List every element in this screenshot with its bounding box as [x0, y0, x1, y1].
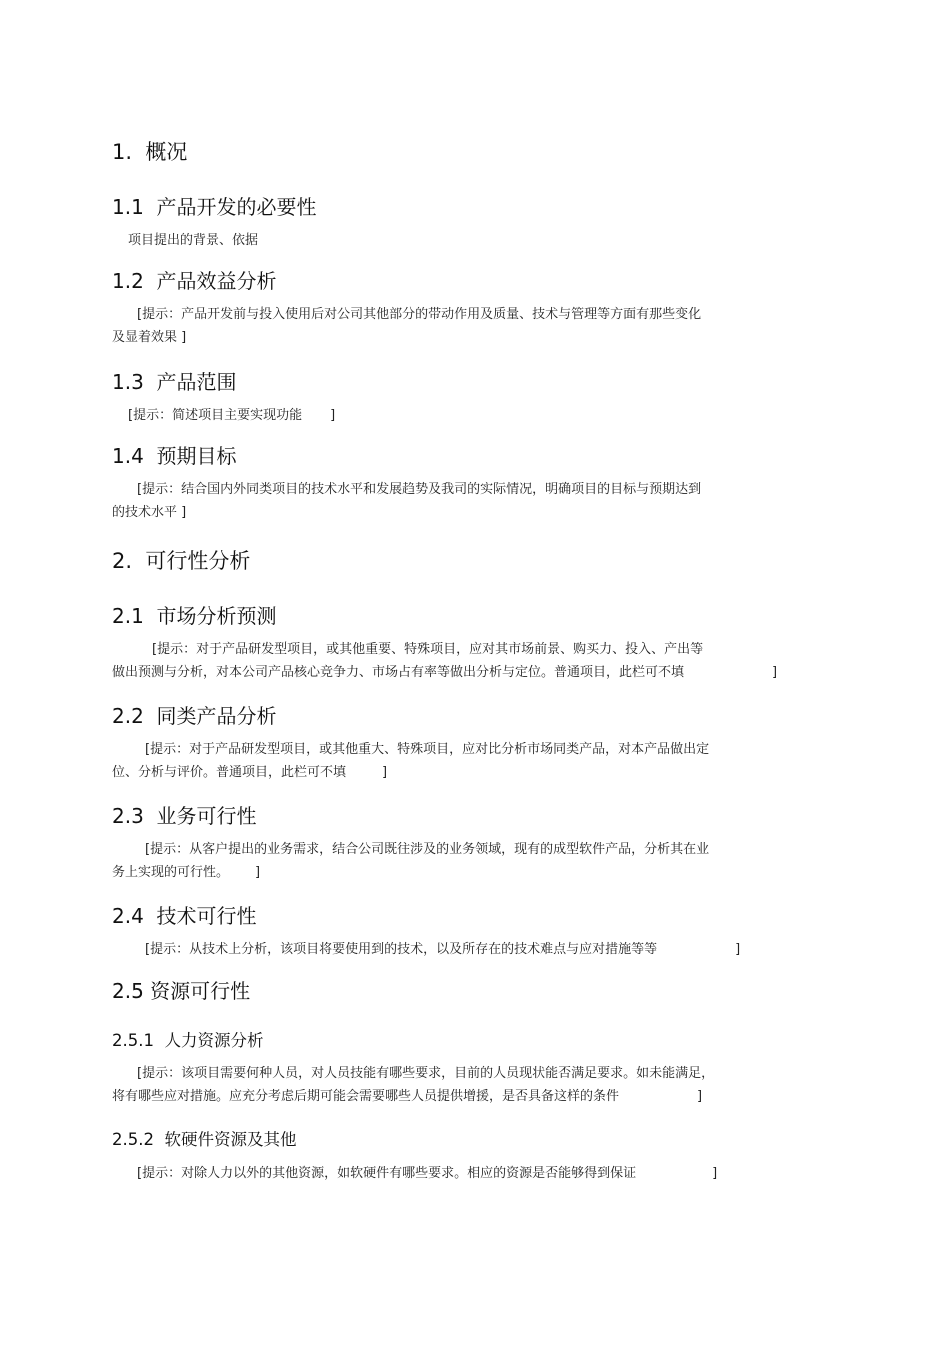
paragraph-line: [提示：该项目需要何种人员，对人员技能有哪些要求，目前的人员现状能否满足要求。如未能满足，: [137, 1066, 715, 1081]
paragraph-line: 项目提出的背景、依据: [128, 233, 259, 248]
heading-1: [112, 136, 187, 166]
paragraph-2-4: [145, 938, 740, 961]
paragraph-line: 做出预测与分析，对本公司产品核心竞争力、市场占有率等做出分析与定位。普通项目，此栏可不填: [112, 665, 685, 680]
paragraph-text: [提示：对除人力以外的其他资源，如软硬件有哪些要求。相应的资源是否能够得到保证: [137, 1166, 637, 1181]
closing-bracket: ]: [382, 765, 388, 780]
heading-1-1: [112, 191, 317, 220]
heading-number: 1.4: [112, 444, 144, 468]
heading-title: 资源可行性: [150, 979, 251, 1003]
heading-number: 2.4: [112, 904, 144, 928]
paragraph-text: [提示：简述项目主要实现功能: [128, 408, 303, 423]
heading-2-2: [112, 700, 277, 729]
paragraph-line: 的技术水平 ]: [112, 505, 187, 520]
heading-number: 2.5.2: [112, 1130, 154, 1149]
paragraph-line: 务上实现的可行性。: [112, 865, 230, 880]
closing-bracket: ]: [697, 1089, 703, 1104]
closing-bracket: ]: [712, 1166, 718, 1181]
paragraph-line: 将有哪些应对措施。应充分考虑后期可能会需要哪些人员提供增援，是否具备这样的条件: [112, 1089, 620, 1104]
heading-title: 同类产品分析: [156, 704, 277, 728]
heading-number: 1.3: [112, 370, 144, 394]
heading-2-5-2: [112, 1126, 296, 1150]
heading-title: 市场分析预测: [156, 604, 277, 628]
heading-2-3: [112, 800, 257, 829]
paragraph-1-1: [128, 229, 258, 252]
paragraph-2-5-1: [112, 1062, 714, 1108]
heading-title: 产品效益分析: [156, 269, 277, 293]
heading-2-5-1: [112, 1027, 263, 1051]
heading-1-3: [112, 366, 237, 395]
heading-title: 人力资源分析: [164, 1031, 264, 1050]
heading-title: 产品范围: [156, 370, 237, 394]
heading-number: 2.5.1: [112, 1031, 154, 1050]
heading-title: 预期目标: [156, 444, 237, 468]
heading-number: 1.2: [112, 269, 144, 293]
heading-number: 2.1: [112, 604, 144, 628]
closing-bracket: ]: [735, 942, 741, 957]
heading-title: 概况: [145, 140, 188, 164]
paragraph-line: [提示：从客户提出的业务需求，结合公司既往涉及的业务领域，现有的成型软件产品，分析其在业: [145, 842, 710, 857]
heading-title: 业务可行性: [156, 804, 257, 828]
closing-bracket: ]: [330, 408, 336, 423]
paragraph-line: [提示：产品开发前与投入使用后对公司其他部分的带动作用及质量、技术与管理等方面有那些变化: [137, 307, 702, 322]
closing-bracket: ]: [255, 865, 261, 880]
paragraph-line: 位、分析与评价。普通项目，此栏可不填: [112, 765, 347, 780]
heading-title: 技术可行性: [156, 904, 257, 928]
closing-bracket: ]: [772, 665, 778, 680]
paragraph-text: [提示：从技术上分析，该项目将要使用到的技术，以及所存在的技术难点与应对措施等等: [145, 942, 658, 957]
heading-2-5: [112, 975, 250, 1004]
heading-number: 2.2: [112, 704, 144, 728]
paragraph-line: [提示：对于产品研发型项目，或其他重要、特殊项目，应对其市场前景、购买力、投入、产出等: [152, 642, 704, 657]
paragraph-2-3: [112, 838, 709, 884]
heading-number: 2.3: [112, 804, 144, 828]
paragraph-2-2: [112, 738, 709, 784]
heading-number: 2.5: [112, 979, 144, 1003]
paragraph-2-5-2: [137, 1162, 717, 1185]
heading-title: 可行性分析: [145, 549, 251, 573]
heading-number: 2.: [112, 549, 133, 573]
heading-2-1: [112, 600, 277, 629]
paragraph-line: [提示：对于产品研发型项目，或其他重大、特殊项目，应对比分析市场同类产品，对本产品做出定: [145, 742, 710, 757]
heading-number: 1.1: [112, 195, 144, 219]
paragraph-line: 及显着效果 ]: [112, 330, 187, 345]
heading-number: 1.: [112, 140, 133, 164]
heading-2-4: [112, 900, 257, 929]
heading-title: 产品开发的必要性: [156, 195, 317, 219]
heading-1-4: [112, 440, 237, 469]
heading-1-2: [112, 265, 277, 294]
paragraph-1-3: [128, 404, 335, 427]
paragraph-1-4: [112, 478, 701, 524]
paragraph-2-1: [112, 638, 777, 684]
paragraph-1-2: [112, 303, 701, 349]
heading-title: 软硬件资源及其他: [164, 1130, 297, 1149]
paragraph-line: [提示：结合国内外同类项目的技术水平和发展趋势及我司的实际情况，明确项目的目标与预期达到: [137, 482, 702, 497]
heading-2: [112, 545, 250, 575]
